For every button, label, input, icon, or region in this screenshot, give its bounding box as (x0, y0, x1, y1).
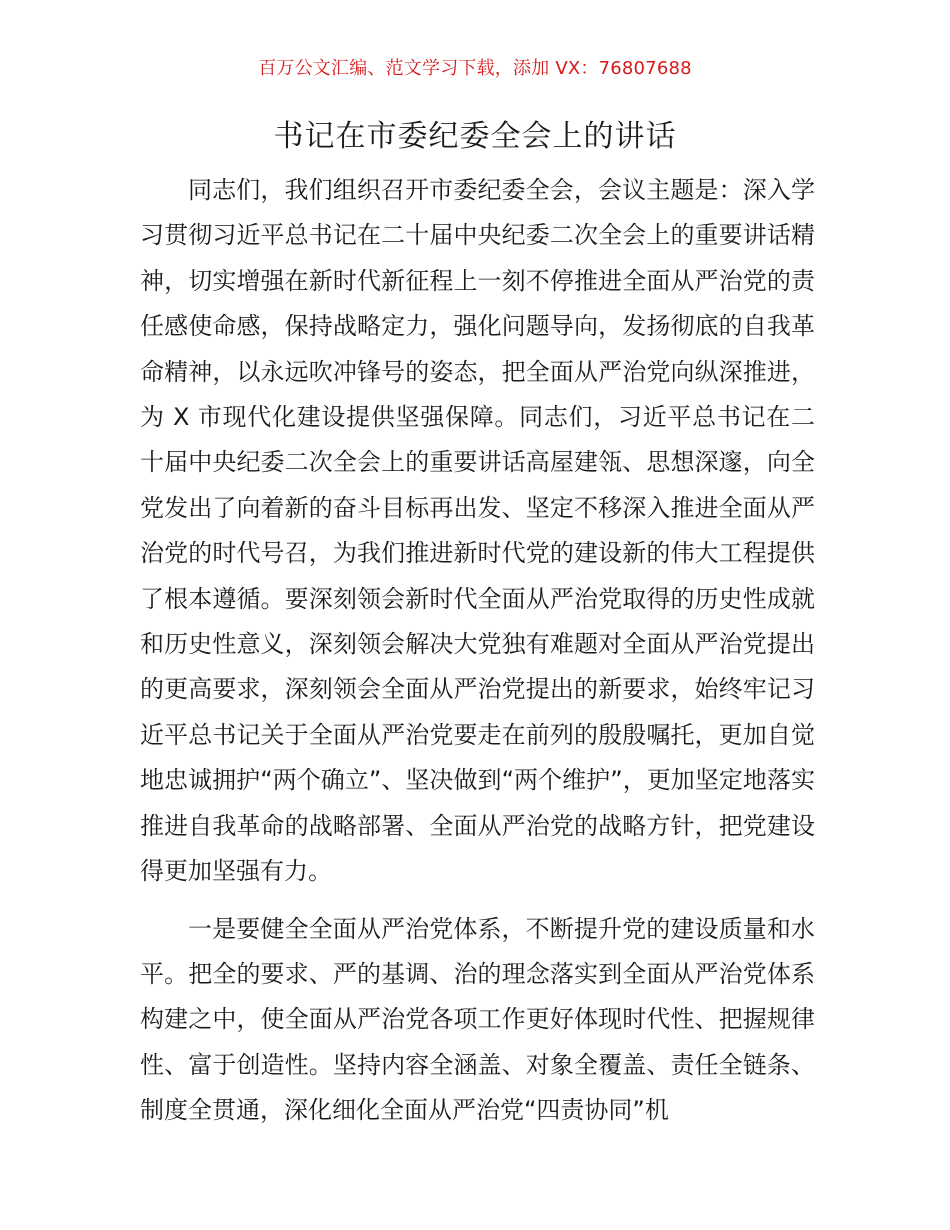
body-paragraph-2: 一是要健全全面从严治党体系，不断提升党的建设质量和水平。把全的要求、严的基调、治的理念落实到全面从严治党体系构建之中，使全面从严治党各项工作更好体现时代性、把握规律性、富于创造性。坚持内容全涵盖、对象全覆盖、责任全链条、制度全贯通，深化细化全面从严治党“四责协同”机 (140, 914, 815, 1125)
header-watermark-note: 百万公文汇编、范文学习下载，添加 VX：76807688 (258, 58, 692, 79)
document-body (140, 168, 815, 1134)
document-title: 书记在市委纪委全会上的讲话 (273, 119, 677, 154)
body-paragraph-1: 同志们，我们组织召开市委纪委全会，会议主题是：深入学习贯彻习近平总书记在二十届中央纪委二次全会上的重要讲话精神，切实增强在新时代新征程上一刻不停推进全面从严治党的责任感使命感，保持战略定力，强化问题导向，发扬彻底的自我革命精神，以永远吹冲锋号的姿态，把全面从严治党向纵深推进，为 X 市现代化建设提供坚强保障。同志们，习近平总书记在二十届中央纪委二次全会上的重要讲话高屋建瓴、思想深邃，向全党发出了向着新的奋斗目标再出发、坚定不移深入推进全面从严治党的时代号召，为我们推进新时代党的建设新的伟大工程提供了根本遵循。要深刻领会新时代全面从严治党取得的历史性成就和历史性意义，深刻领会解决大党独有难题对全面从严治党提出的更高要求，深刻领会全面从严治党提出的新要求，始终牢记习近平总书记关于全面从严治党要走在前列的殷殷嘱托，更加自觉地忠诚拥护“两个确立”、坚决做到“两个维护”，更加坚定地落实推进自我革命的战略部署、全面从严治党的战略方针，把党建设得更加坚强有力。 (140, 176, 815, 886)
